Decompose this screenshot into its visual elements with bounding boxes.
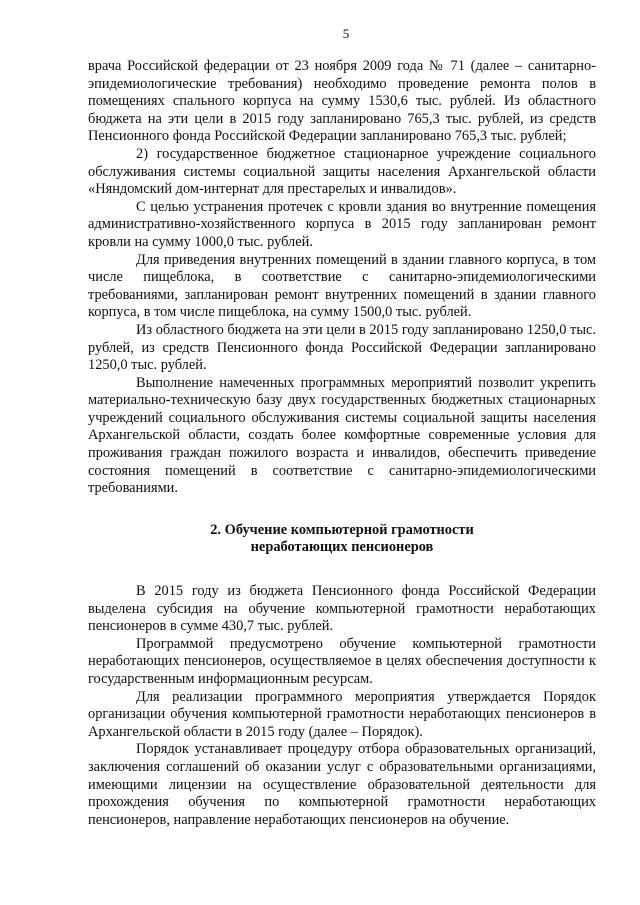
paragraph-4: Для приведения внутренних помещений в здании главного корпуса, в том числе пищеблока, в соответствие с санитарно-эпидемиологическими требованиями, запланирован ремонт внутренних помещений в здании главного корпуса, в том числе пищеблока, на сумму 1500,0 тыс. рублей. xyxy=(88,251,596,321)
paragraph-6: Выполнение намеченных программных мероприятий позволит укрепить материально-техническую базу двух государственных бюджетных стационарных учреждений социального обслуживания системы социальной защиты населения Архангельской области, создать более комфортные современные условия для проживания граждан пожилого возраста и инвалидов, обеспечить приведение состояния помещений в соответствие с санитарно-эпидемиологическими требованиями. xyxy=(88,374,596,497)
section-heading xyxy=(88,522,596,557)
section-heading-line-1: 2. Обучение компьютерной грамотности xyxy=(210,521,474,538)
paragraph-5: Из областного бюджета на эти цели в 2015 году запланировано 1250,0 тыс. рублей, из средств Пенсионного фонда Российской Федерации запланировано 1250,0 тыс. рублей. xyxy=(88,321,596,374)
paragraph-10: Порядок устанавливает процедуру отбора образовательных организаций, заключения соглашений об оказании услуг с образовательными организациями, имеющими лицензии на осуществление образовательной деятельности для прохождения обучения по компьютерной грамотности неработающих пенсионеров, направление неработающих пенсионеров на обучение. xyxy=(88,741,596,828)
document-page xyxy=(88,26,596,829)
section-heading-line-2: неработающих пенсионеров xyxy=(250,539,434,556)
paragraph-7: В 2015 году из бюджета Пенсионного фонда Российской Федерации выделена субсидия на обучение компьютерной грамотности неработающих пенсионеров в сумме 430,7 тыс. рублей. xyxy=(88,583,596,635)
paragraph-2: 2) государственное бюджетное стационарное учреждение социального обслуживания системы социальной защиты населения Архангельской области «Няндомский дом-интернат для престарелых и инвалидов». xyxy=(88,145,596,198)
paragraph-8: Программой предусмотрено обучение компьютерной грамотности неработающих пенсионеров, осуществляемое в целях обеспечения доступности к государственным информационным ресурсам. xyxy=(88,635,596,687)
page-number: 5 xyxy=(342,26,350,41)
paragraph-3: С целью устранения протечек с кровли здания во внутренние помещения административно-хозяйственного корпуса в 2015 году запланирован ремонт кровли на сумму 1000,0 тыс. рублей. xyxy=(88,198,596,250)
paragraph-1: врача Российской федерации от 23 ноября 2009 года № 71 (далее – санитарно-эпидемиологические требования) необходимо проведение ремонта полов в помещениях спального корпуса на сумму 1530,6 тыс. рублей. Из областного бюджета на эти цели в 2015 году запланировано 765,3 тыс. рублей, из средств Пенсионного фонда Российской Федерации запланировано 765,3 тыс. рублей; xyxy=(88,58,596,145)
paragraph-9: Для реализации программного мероприятия утверждается Порядок организации обучения компьютерной грамотности неработающих пенсионеров в Архангельской области в 2015 году (далее – Порядок). xyxy=(88,688,596,740)
